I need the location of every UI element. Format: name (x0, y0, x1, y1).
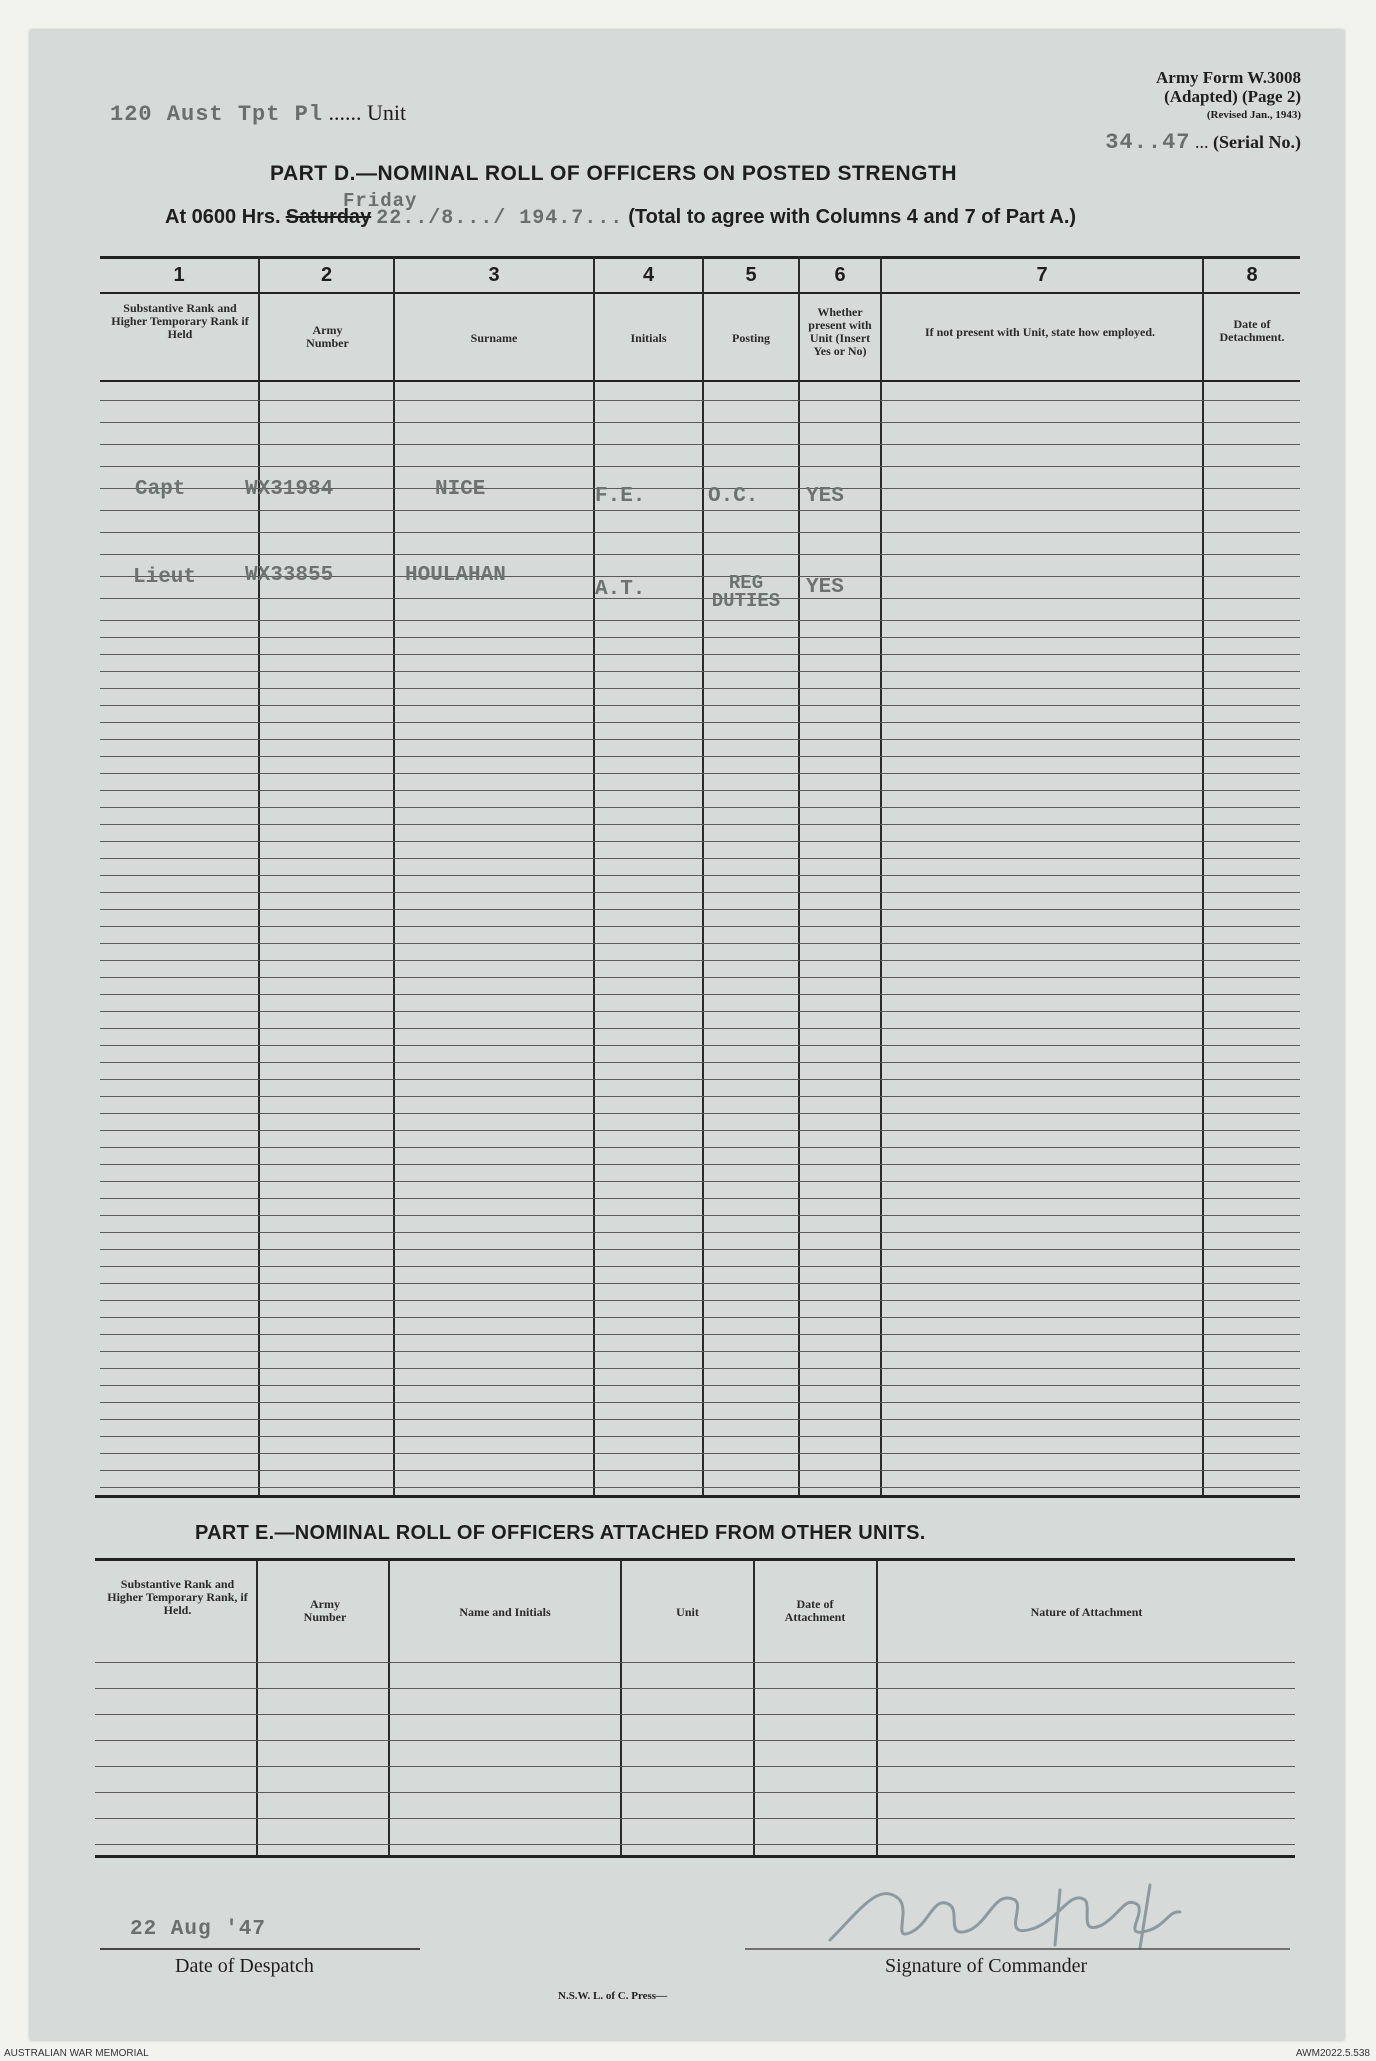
part-e-header-army-number: Army Number (303, 1597, 347, 1624)
part-d-numrow-rule (100, 292, 1300, 294)
form-id (1156, 68, 1301, 125)
row1-rank: Capt (135, 478, 186, 501)
part-e-bottom-rule (95, 1855, 1295, 1858)
part-d-row-rule (100, 1249, 1300, 1250)
part-d-row-rule (100, 892, 1300, 893)
part-d-row-rule (100, 1470, 1300, 1471)
time-line (165, 206, 1076, 230)
part-d-row-rule (100, 1419, 1300, 1420)
col-num-8: 8 (1246, 264, 1258, 286)
col-num-6: 6 (834, 264, 846, 286)
col-num-2: 2 (320, 264, 333, 286)
part-d-row-rule (100, 1300, 1300, 1301)
part-d-bottom-rule (95, 1495, 1300, 1498)
part-d-row-rule (100, 875, 1300, 876)
part-d-row-rule (100, 1487, 1300, 1488)
col-header-initials: Initials (630, 331, 667, 345)
part-e-row-rule (95, 1766, 1295, 1767)
row1-present: YES (806, 485, 844, 508)
part-d-row-rule (100, 858, 1300, 859)
col-header-rank: Substantive Rank and Higher Temporary Rank if Held (111, 301, 249, 341)
part-d-row-rule (100, 739, 1300, 740)
part-d-row-rule (100, 1096, 1300, 1097)
col-num-1: 1 (173, 264, 185, 286)
part-d-row-rule (100, 1385, 1300, 1386)
printer-note: N.S.W. L. of C. Press— (558, 1990, 668, 2002)
part-e-row-rule (95, 1818, 1295, 1819)
part-d-row-rule (100, 422, 1300, 423)
row2-present: YES (806, 576, 844, 599)
part-e-header-nature: Nature of Attachment (1030, 1605, 1143, 1619)
unit-value: 120 Aust Tpt Pl (110, 102, 324, 127)
unit-dots: ...... (328, 100, 362, 125)
part-d-row-rule (100, 1045, 1300, 1046)
part-e-row-rule (95, 1792, 1295, 1793)
col-num-5: 5 (745, 264, 757, 286)
part-d-row-rule (100, 841, 1300, 842)
part-e-row-rule (95, 1844, 1295, 1845)
col-num-7: 7 (1036, 264, 1048, 286)
part-e-divider-2 (388, 1560, 390, 1856)
row1-number: WX31984 (245, 478, 334, 501)
day-printed: Saturday (285, 206, 372, 228)
part-e-divider-1 (256, 1560, 258, 1856)
part-d-row-rule (100, 1232, 1300, 1233)
part-d-row-rule (100, 807, 1300, 808)
col-header-detachment: Date of Detachment. (1219, 317, 1285, 344)
part-d-row-rule (100, 1266, 1300, 1267)
row2-surname: HOULAHAN (405, 564, 506, 587)
part-d-row-rule (100, 705, 1300, 706)
signature-rule (745, 1948, 1290, 1950)
part-d-row-rule (100, 1351, 1300, 1352)
part-d-row-rule (100, 960, 1300, 961)
part-d-row-rule (100, 444, 1300, 445)
serial-label: (Serial No.) (1213, 132, 1301, 152)
part-d-row-rule (100, 773, 1300, 774)
part-d-row-rule (100, 1113, 1300, 1114)
col-divider-3 (593, 256, 595, 1496)
part-d-row-rule (100, 620, 1300, 621)
part-d-row-rule (100, 977, 1300, 978)
col-header-posting: Posting (731, 331, 770, 345)
part-e-top-rule (95, 1558, 1295, 1561)
despatch-rule (100, 1948, 420, 1950)
part-d-title: PART D.—NOMINAL ROLL OF OFFICERS ON POSTED STRENGTH (270, 162, 958, 185)
part-d-row-rule (100, 637, 1300, 638)
part-d-row-rule (100, 510, 1300, 511)
col-header-employment: If not present with Unit, state how employed. (924, 325, 1156, 339)
part-d-row-rule (100, 1215, 1300, 1216)
part-d-row-rule (100, 671, 1300, 672)
part-d-row-rule (100, 909, 1300, 910)
part-e-header-rank: Substantive Rank and Higher Temporary Rank, if Held. (107, 1577, 248, 1617)
part-d-row-rule (100, 554, 1300, 555)
part-d-row-rule (100, 1062, 1300, 1063)
part-e-header-date: Date of Attachment (784, 1597, 846, 1624)
col-divider-7 (1202, 256, 1204, 1496)
part-d-row-rule (100, 1436, 1300, 1437)
credit-left: AUSTRALIAN WAR MEMORIAL (4, 2048, 149, 2059)
row1-initials: F.E. (595, 485, 646, 508)
col-divider-4 (702, 256, 704, 1496)
part-d-row-rule (100, 466, 1300, 467)
serial-line: 34..47 ... (Serial No.) (1105, 130, 1301, 155)
unit-label: Unit (367, 100, 407, 125)
col-header-surname: Surname (470, 331, 518, 345)
part-d-row-rule (100, 756, 1300, 757)
time-prefix: At 0600 Hrs. (165, 206, 281, 228)
col-divider-5 (798, 256, 800, 1496)
part-e-row-rule (95, 1662, 1295, 1663)
part-d-row-rule (100, 1334, 1300, 1335)
part-d-row-rule (100, 1181, 1300, 1182)
part-e-title: PART E.—NOMINAL ROLL OF OFFICERS ATTACHED FROM OTHER UNITS. (195, 1522, 926, 1544)
signature-label: Signature of Commander (885, 1955, 1088, 1977)
col-divider-1 (258, 256, 260, 1496)
day-typed: Friday (343, 190, 418, 212)
form-name: Army Form W.3008 (1156, 68, 1301, 87)
part-d-row-rule (100, 1164, 1300, 1165)
part-d-row-rule (100, 1453, 1300, 1454)
part-e-divider-4 (753, 1560, 755, 1856)
row2-rank: Lieut (133, 566, 197, 589)
part-d-row-rule (100, 1283, 1300, 1284)
col-header-army-number: Army Number (306, 323, 349, 350)
part-e-row-rule (95, 1740, 1295, 1741)
part-e-header-name: Name and Initials (459, 1605, 551, 1619)
part-d-row-rule (100, 1147, 1300, 1148)
part-e-row-rule (95, 1714, 1295, 1715)
row1-posting: O.C. (708, 485, 759, 508)
part-d-row-rule (100, 926, 1300, 927)
part-d-row-rule (100, 790, 1300, 791)
col-header-present: Whether present with Unit (Insert Yes or No) (808, 305, 872, 358)
col-divider-2 (393, 256, 395, 1496)
part-e-row-rule (95, 1688, 1295, 1689)
part-d-row-rule (100, 1402, 1300, 1403)
part-d-row-rule (100, 824, 1300, 825)
col-divider-6 (880, 256, 882, 1496)
part-d-row-rule (100, 1317, 1300, 1318)
part-d-row-rule (100, 943, 1300, 944)
part-d-row-rule (100, 654, 1300, 655)
part-d-row-rule (100, 1368, 1300, 1369)
unit-line (110, 100, 406, 127)
part-d-header-rule (100, 380, 1300, 382)
despatch-label: Date of Despatch (175, 1955, 314, 1977)
col-num-3: 3 (488, 264, 500, 286)
part-d-row-rule (100, 1130, 1300, 1131)
credit-right: AWM2022.5.538 (1295, 2048, 1370, 2059)
part-d-row-rule (100, 688, 1300, 689)
serial-value: 34..47 (1105, 130, 1191, 155)
part-e-divider-5 (876, 1560, 878, 1856)
commander-signature (820, 1870, 1240, 1960)
part-d-top-rule (100, 256, 1300, 259)
row2-number: WX33855 (245, 564, 334, 587)
date-value: 22../8.../ 194.7... (376, 207, 624, 230)
part-d-row-rule (100, 1198, 1300, 1199)
part-d-row-rule (100, 1028, 1300, 1029)
part-d-row-rule (100, 1011, 1300, 1012)
part-d-row-rule (100, 532, 1300, 533)
form-rev: (Revised Jan., 1943) (1206, 109, 1301, 121)
row1-surname: NICE (435, 478, 486, 501)
part-e-divider-3 (620, 1560, 622, 1856)
col-num-4: 4 (642, 264, 655, 286)
despatch-value: 22 Aug '47 (130, 1918, 267, 1941)
part-d-row-rule (100, 994, 1300, 995)
form-sub: (Adapted) (Page 2) (1164, 87, 1301, 106)
part-d-row-rule (100, 400, 1300, 401)
part-d-row-rule (100, 1079, 1300, 1080)
time-suffix: (Total to agree with Columns 4 and 7 of Part A.) (628, 206, 1077, 228)
part-d-row-rule (100, 722, 1300, 723)
row2-posting: REG DUTIES (711, 572, 781, 612)
part-e-header-unit: Unit (676, 1605, 699, 1619)
row2-initials: A.T. (595, 578, 646, 601)
